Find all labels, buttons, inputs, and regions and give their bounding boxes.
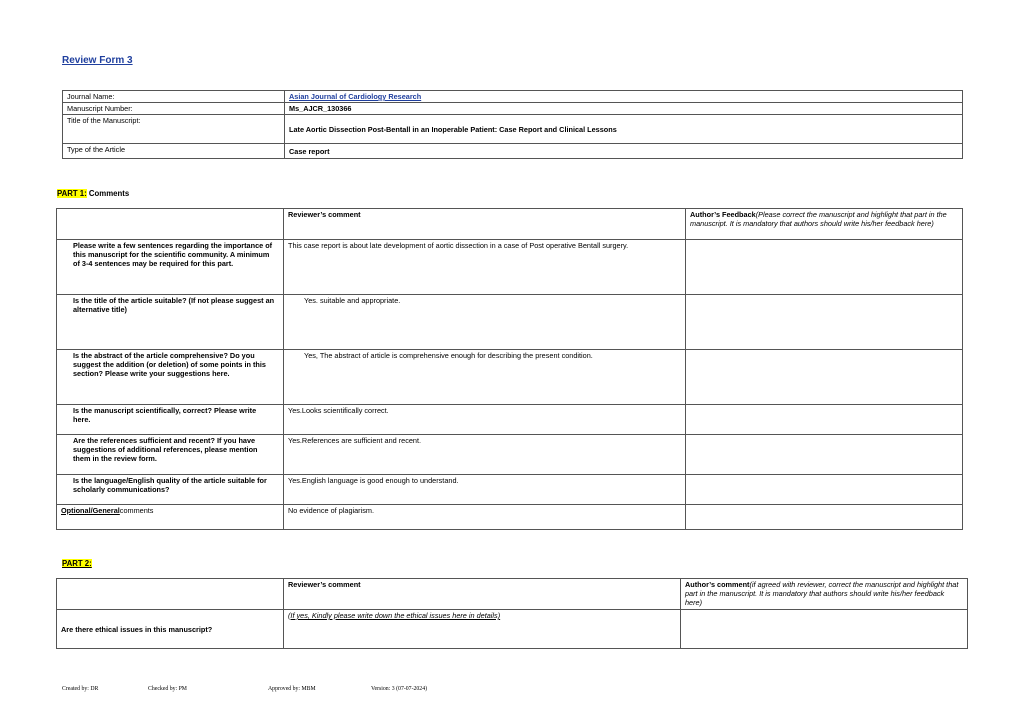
question-cell: Is the language/English quality of the article suitable for scholarly communications? xyxy=(57,475,284,505)
footer-approved-by: Approved by: MBM xyxy=(268,686,316,692)
manuscript-title-value: Late Aortic Dissection Post-Bentall in an Inoperable Patient: Case Report and Clinical Lessons xyxy=(285,115,963,144)
table-row xyxy=(57,350,963,405)
reviewer-comment-cell: Yes.Looks scientifically correct. xyxy=(284,405,686,435)
ethical-issues-question: Are there ethical issues in this manuscript? xyxy=(57,610,284,649)
part1-reviewer-comment-header: Reviewer’s comment xyxy=(284,209,686,240)
manuscript-number-label: Manuscript Number: xyxy=(63,103,285,115)
question-cell: Are the references sufficient and recent? If you have suggestions of additional references, please mention them in the review form. xyxy=(57,435,284,475)
author-comment-instructions: (if agreed with reviewer, correct the manuscript and highlight that part in the manuscript. It is mandatory that authors should write his/her feedback here) xyxy=(685,580,959,607)
reviewer-comment-cell: Yes.English language is good enough to understand. xyxy=(284,475,686,505)
author-feedback-title: Author’s Feedback xyxy=(690,210,756,219)
reviewer-comment-cell: Yes. suitable and appropriate. xyxy=(284,295,686,350)
part2-label: PART 2: xyxy=(62,559,92,568)
author-feedback-instructions: (Please correct the manuscript and highlight that part in the manuscript. It is mandatory that authors should write his/her feedback here) xyxy=(690,210,947,228)
table-row xyxy=(57,295,963,350)
part1-author-feedback-header xyxy=(686,209,963,240)
author-comment-title: Author’s comment xyxy=(685,580,750,589)
reviewer-comment-cell: Yes, The abstract of article is comprehensive enough for describing the present condition. xyxy=(284,350,686,405)
part1-header-empty xyxy=(57,209,284,240)
part1-comments-table xyxy=(56,208,963,530)
table-row xyxy=(57,505,963,530)
part2-heading xyxy=(62,559,92,568)
footer-created-by: Created by: DR xyxy=(62,686,99,692)
manuscript-number-value: Ms_AJCR_130366 xyxy=(285,103,963,115)
journal-name-label: Journal Name: xyxy=(63,91,285,103)
table-row xyxy=(57,435,963,475)
author-comment-cell[interactable] xyxy=(681,610,968,649)
part2-comments-table xyxy=(56,578,968,649)
article-type-label: Type of the Article xyxy=(63,144,285,159)
part1-suffix: Comments xyxy=(86,189,130,198)
part2-author-comment-header xyxy=(681,579,968,610)
footer-version: Version: 3 (07-07-2024) xyxy=(371,686,428,692)
table-row xyxy=(57,405,963,435)
ethical-issues-comment: (If yes, Kindly please write down the ethical issues here in details) xyxy=(284,610,681,649)
reviewer-comment-cell: Yes.References are sufficient and recent. xyxy=(284,435,686,475)
form-title: Review Form 3 xyxy=(62,55,133,66)
table-row xyxy=(57,610,968,649)
journal-name-link[interactable]: Asian Journal of Cardiology Research xyxy=(289,92,422,101)
part2-reviewer-comment-header: Reviewer’s comment xyxy=(284,579,681,610)
manuscript-info-table xyxy=(62,90,963,159)
author-feedback-cell[interactable] xyxy=(686,505,963,530)
reviewer-comment-cell: This case report is about late development of aortic dissection in a case of Post operative Bentall surgery. xyxy=(284,240,686,295)
part1-heading xyxy=(57,189,129,198)
footer-checked-by: Checked by: PM xyxy=(148,686,187,692)
author-feedback-cell[interactable] xyxy=(686,295,963,350)
author-feedback-cell[interactable] xyxy=(686,475,963,505)
reviewer-comment-cell: No evidence of plagiarism. xyxy=(284,505,686,530)
manuscript-title-label: Title of the Manuscript: xyxy=(63,115,285,144)
author-feedback-cell[interactable] xyxy=(686,435,963,475)
question-cell: Is the title of the article suitable? (If not please suggest an alternative title) xyxy=(57,295,284,350)
article-type-value: Case report xyxy=(285,144,963,159)
optional-comments-suffix: comments xyxy=(119,506,154,515)
optional-general-label: Optional/General xyxy=(61,506,120,515)
question-cell: Is the manuscript scientifically, correct? Please write here. xyxy=(57,405,284,435)
part2-header-empty xyxy=(57,579,284,610)
question-cell: Please write a few sentences regarding the importance of this manuscript for the scientific community. A minimum of 3-4 sentences may be required for this part. xyxy=(57,240,284,295)
part1-label: PART 1: xyxy=(57,189,87,198)
question-cell: Is the abstract of the article comprehensive? Do you suggest the addition (or deletion) of some points in this section? Please write your suggestions here. xyxy=(57,350,284,405)
table-row xyxy=(57,240,963,295)
optional-comments-label xyxy=(57,505,284,530)
author-feedback-cell[interactable] xyxy=(686,240,963,295)
author-feedback-cell[interactable] xyxy=(686,405,963,435)
author-feedback-cell[interactable] xyxy=(686,350,963,405)
table-row xyxy=(57,475,963,505)
